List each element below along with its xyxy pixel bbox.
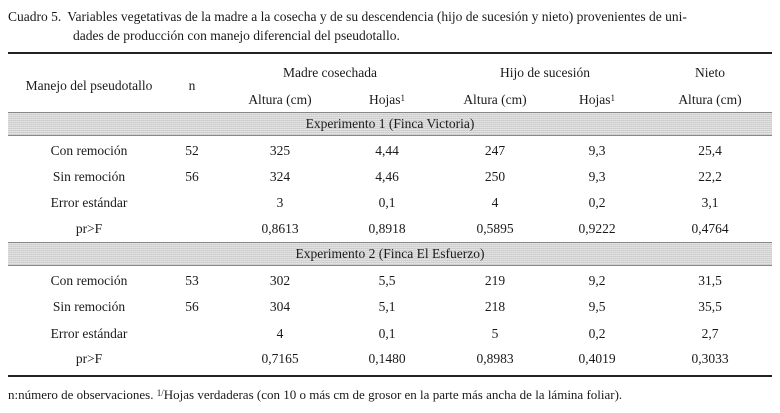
footnote-part-2: Hojas verdaderas (con 10 o más cm de grosor en la parte más ancha de la lámina foliar). <box>163 387 623 402</box>
row-hijo-hojas: 0,2 <box>588 326 606 341</box>
row-madre-hojas: 0,1 <box>378 195 396 210</box>
header-hijo-hojas <box>562 91 632 109</box>
row-label: Error estándar <box>50 326 128 341</box>
header-nieto-altura: Altura (cm) <box>678 92 742 107</box>
row-nieto: 0,3033 <box>691 351 729 366</box>
experiment-2-title: Experimento 2 (Finca El Esfuerzo) <box>295 246 485 261</box>
row-madre-altura: 302 <box>269 273 291 288</box>
row-n: 56 <box>185 169 199 184</box>
table-bottom-rule <box>8 375 772 377</box>
row-n <box>176 325 208 343</box>
header-madre-hojas-sup: 1 <box>400 93 405 103</box>
header-n: n <box>188 78 196 93</box>
header-madre-altura: Altura (cm) <box>248 92 312 107</box>
row-madre-hojas: 5,1 <box>378 299 396 314</box>
caption-number: Cuadro 5. <box>8 9 62 24</box>
caption-line-2: dades de producción con manejo diferencial del pseudotallo. <box>73 28 400 43</box>
row-hijo-hojas: 9,3 <box>588 143 606 158</box>
experiment-1-title: Experimento 1 (Finca Victoria) <box>305 116 475 131</box>
table-caption <box>8 7 772 45</box>
row-label: pr>F <box>75 351 103 366</box>
row-nieto: 22,2 <box>698 169 722 184</box>
row-madre-altura: 324 <box>269 169 291 184</box>
row-madre-hojas: 0,8918 <box>368 221 406 236</box>
row-madre-hojas: 0,1480 <box>368 351 406 366</box>
header-madre-hojas-text: Hojas <box>369 92 401 107</box>
row-hijo-altura: 250 <box>484 169 506 184</box>
row-madre-altura: 304 <box>269 299 291 314</box>
row-hijo-hojas: 0,2 <box>588 195 606 210</box>
footnote-sup: 1/ <box>156 388 164 398</box>
row-hijo-altura: 5 <box>491 326 499 341</box>
row-hijo-hojas: 9,2 <box>588 273 606 288</box>
row-label: Error estándar <box>50 195 128 210</box>
row-nieto: 35,5 <box>698 299 722 314</box>
header-hijo: Hijo de sucesión <box>500 65 590 80</box>
header-nieto: Nieto <box>695 65 725 80</box>
row-hijo-hojas: 9,3 <box>588 169 606 184</box>
row-madre-altura: 0,8613 <box>261 221 299 236</box>
header-madre-hojas <box>352 91 422 109</box>
row-hijo-hojas: 0,4019 <box>578 351 616 366</box>
row-madre-hojas: 4,44 <box>375 143 399 158</box>
row-nieto: 3,1 <box>701 195 719 210</box>
row-madre-hojas: 0,1 <box>378 326 396 341</box>
table-footnote <box>8 386 772 404</box>
header-hijo-hojas-sup: 1 <box>610 93 615 103</box>
row-madre-altura: 3 <box>276 195 284 210</box>
row-hijo-altura: 0,8983 <box>476 351 514 366</box>
row-nieto: 25,4 <box>698 143 722 158</box>
row-nieto: 2,7 <box>701 326 719 341</box>
row-nieto: 31,5 <box>698 273 722 288</box>
experiment-1-band <box>8 112 772 136</box>
row-hijo-hojas: 0,9222 <box>578 221 616 236</box>
header-madre: Madre cosechada <box>282 65 378 80</box>
row-madre-altura: 4 <box>276 326 284 341</box>
row-label: Con remoción <box>50 143 128 158</box>
row-n <box>176 350 208 368</box>
row-label: Sin remoción <box>52 299 126 314</box>
row-hijo-hojas: 9,5 <box>588 299 606 314</box>
row-label: Sin remoción <box>52 169 126 184</box>
row-hijo-altura: 218 <box>484 299 506 314</box>
caption-text-1: Variables vegetativas de la madre a la cosecha y de su descendencia (hijo de sucesión y nieto) provenientes de uni- <box>67 9 687 24</box>
row-madre-hojas: 4,46 <box>375 169 399 184</box>
table-top-rule <box>8 52 772 54</box>
row-madre-altura: 325 <box>269 143 291 158</box>
row-hijo-altura: 247 <box>484 143 506 158</box>
row-hijo-altura: 219 <box>484 273 506 288</box>
row-n: 53 <box>185 273 199 288</box>
row-hijo-altura: 0,5895 <box>476 221 514 236</box>
row-label: Con remoción <box>50 273 128 288</box>
row-hijo-altura: 4 <box>491 195 499 210</box>
header-hijo-altura: Altura (cm) <box>463 92 527 107</box>
row-n <box>176 194 208 212</box>
row-madre-altura: 0,7165 <box>261 351 299 366</box>
row-n: 52 <box>185 143 199 158</box>
header-manejo: Manejo del pseudotallo <box>25 78 153 93</box>
header-hijo-hojas-text: Hojas <box>579 92 611 107</box>
caption-line-1 <box>8 7 772 26</box>
footnote-part-1: n:número de observaciones. <box>8 387 157 402</box>
row-madre-hojas: 5,5 <box>378 273 396 288</box>
experiment-2-band <box>8 242 772 266</box>
row-label: pr>F <box>75 221 103 236</box>
row-nieto: 0,4764 <box>691 221 729 236</box>
row-n: 56 <box>185 299 199 314</box>
row-n <box>176 220 208 238</box>
